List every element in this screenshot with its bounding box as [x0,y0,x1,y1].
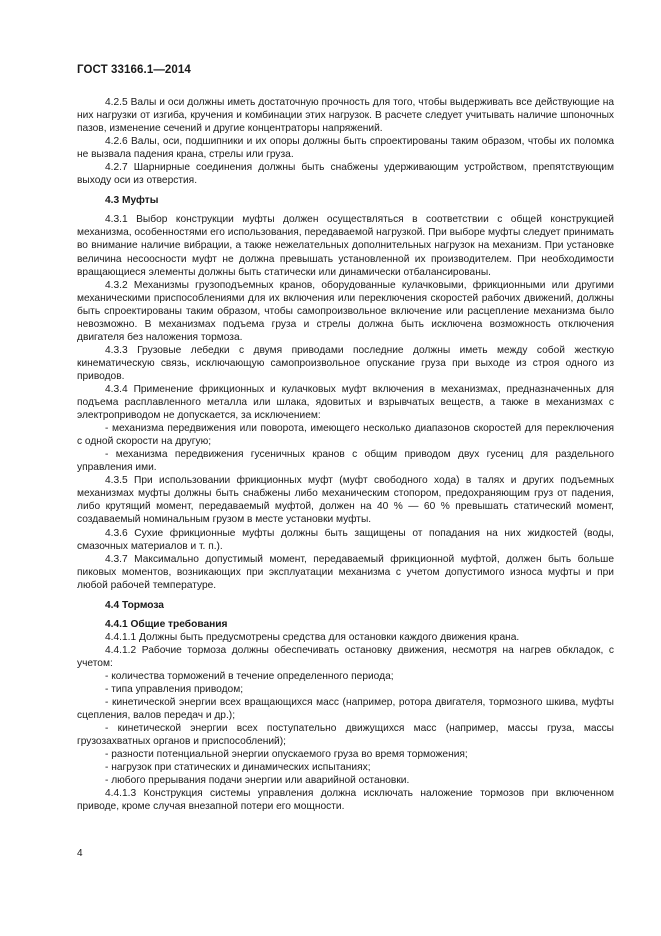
list-item: - разности потенциальной энергии опускаемого груза во время торможения; [105,749,468,761]
paragraph-4-4-1-2: 4.4.1.2 Рабочие тормоза должны обеспечивать остановку движения, несмотря на нагрев обкладок, с учетом: [77,644,614,669]
list-item: - любого прерывания подачи энергии или аварийной остановки. [105,775,410,787]
list-item: - механизма передвижения гусеничных кранов с общим приводом двух гусениц для раздельного управления ими. [77,449,614,474]
list-item: - типа управления приводом; [105,684,244,696]
section-heading-4-3: 4.3 Муфты [105,195,159,207]
paragraph-4-3-1: 4.3.1 Выбор конструкции муфты должен осуществляться в соответствии с общей конструкцией механизма, особенностями его использования, передаваемой нагрузкой. При выборе муфты следует принимать во внимание наличие вибрации, а также нежелательных дополнительных нагрузок на механизм. При установке величина несоосности муфт не должна превышать установленной их производителем. При необходимости вращающиеся элементы должны быть статически или динамически отбалансированы. [77,214,614,278]
paragraph-4-2-7: 4.2.7 Шарнирные соединения должны быть снабжены удерживающим устройством, препятствующим выходу оси из отверстия. [77,162,614,187]
list-item: - механизма передвижения или поворота, имеющего несколько диапазонов скоростей для переключения с одной скорости на другую; [77,423,614,448]
document-body [77,96,614,813]
document-header: ГОСТ 33166.1—2014 [77,64,191,76]
list-item: - кинетической энергии всех вращающихся масс (например, ротора двигателя, тормозного шкива, муфты сцепления, валов передач и др.); [77,697,614,722]
paragraph-4-3-2: 4.3.2 Механизмы грузоподъемных кранов, оборудованные кулачковыми, фрикционными или другими механическими приспособлениями для их включения или переключения скоростей рабочих движений, должны быть спроектированы таким образом, чтобы самопроизвольное включение или расцепление механизма было невозможно. В механизмах подъема груза и стрелы должна быть исключена возможность отключения двигателя без наложения тормоза. [77,279,614,343]
list-item: - количества торможений в течение определенного периода; [105,670,394,682]
section-heading-4-4: 4.4 Тормоза [105,599,164,611]
paragraph-4-4-1-1: 4.4.1.1 Должны быть предусмотрены средства для остановки каждого движения крана. [105,631,520,643]
paragraph-4-4-1-3: 4.4.1.3 Конструкция системы управления должна исключать наложение тормозов при включенном приводе, кроме случая внезапной потери его мощности. [77,788,614,813]
paragraph-4-3-7: 4.3.7 Максимально допустимый момент, передаваемый фрикционной муфтой, должен быть больше пиковых моментов, возникающих при эксплуатации механизма с учетом допустимого износа муфты и при любой рабочей температуре. [77,553,614,591]
paragraph-4-3-6: 4.3.6 Сухие фрикционные муфты должны быть защищены от попадания на них жидкостей (воды, смазочных материалов и т. п.). [77,527,614,552]
paragraph-4-3-4: 4.3.4 Применение фрикционных и кулачковых муфт включения в механизмах, предназначенных для подъема расплавленного металла или шлака, ядовитых и взрывчатых веществ, а также в механизмах с электроприводом не допускается, за исключением: [77,383,614,422]
subsection-heading-4-4-1: 4.4.1 Общие требования [105,618,228,630]
paragraph-4-3-3: 4.3.3 Грузовые лебедки с двумя приводами последние должны иметь между собой жесткую кинематическую связь, исключающую самопроизвольное опускание груза при выходе из строя одного из приводов. [77,344,614,382]
paragraph-4-2-5: 4.2.5 Валы и оси должны иметь достаточную прочность для того, чтобы выдерживать все действующие на них нагрузки от изгиба, кручения и комбинации этих нагрузок. В расчете следует учитывать наличие шпоночных пазов, изменение сечений и другие концентраторы напряжений. [77,97,614,135]
paragraph-4-2-6: 4.2.6 Валы, оси, подшипники и их опоры должны быть спроектированы таким образом, чтобы их поломка не вызвала падения крана, стрелы или груза. [77,136,614,161]
list-item: - кинетической энергии всех поступательно движущихся масс (например, массы груза, массы грузозахватных органов и приспособлений); [77,723,614,748]
page-number: 4 [77,848,83,859]
list-item: - нагрузок при статических и динамических испытаниях; [105,762,371,774]
paragraph-4-3-5: 4.3.5 При использовании фрикционных муфт (муфт свободного хода) в талях и других подъемных механизмах муфты должны быть снабжены либо механическим стопором, предохраняющим груз от падения, либо крутящий момент, передаваемый муфтой, должен на 40 % — 60 % превышать статический момент, создаваемый номинальным грузом в месте установки муфты. [77,475,614,526]
